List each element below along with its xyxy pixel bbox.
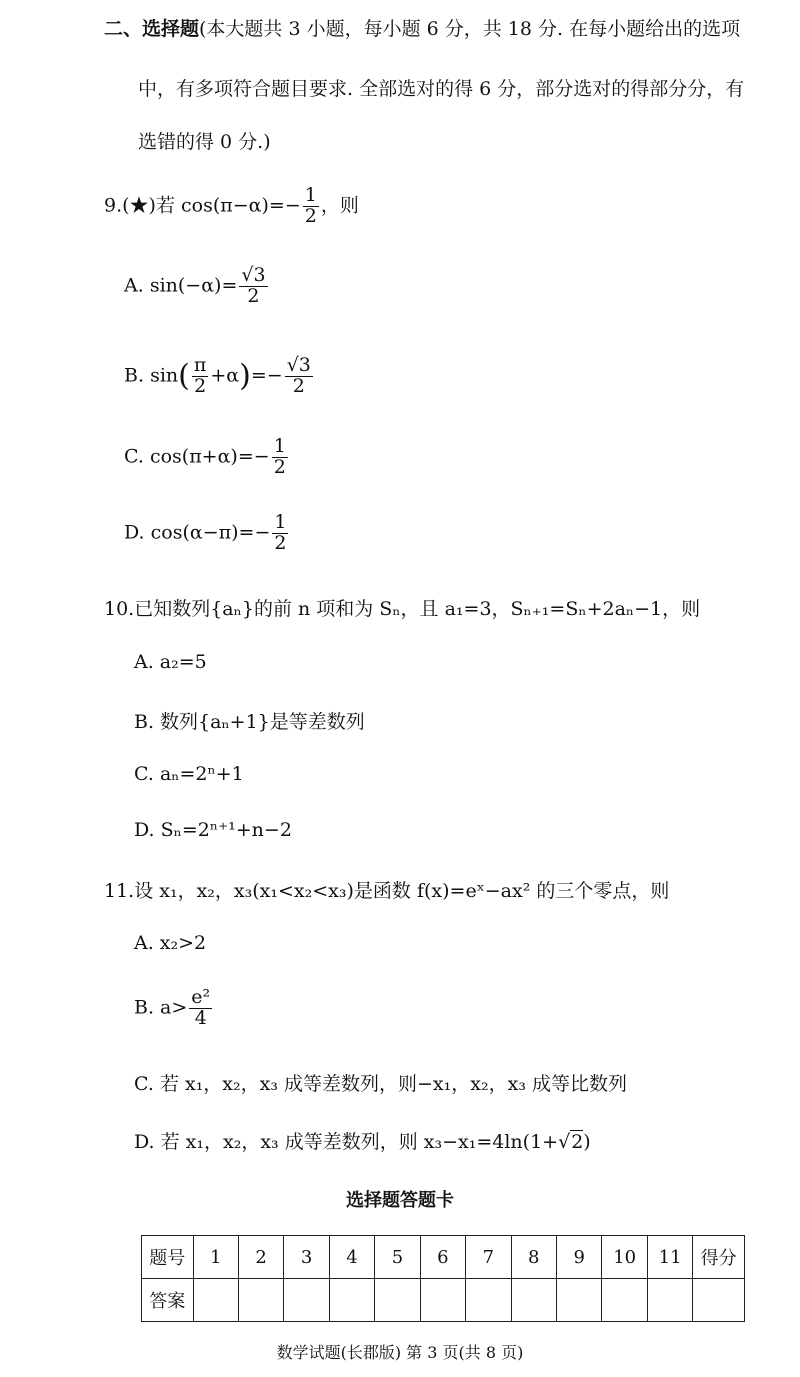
score-cell[interactable]: [693, 1279, 745, 1322]
fraction-numerator: √3: [286, 354, 311, 376]
question-number-cell: 4: [329, 1236, 374, 1279]
section-heading: 二、选择题: [104, 18, 200, 40]
answer-cell[interactable]: [238, 1279, 283, 1322]
option-inner-fraction: [192, 356, 209, 397]
table-row: [142, 1236, 745, 1279]
option-end: ): [583, 1131, 591, 1153]
q10-option-c: C. aₙ=2ⁿ+1: [134, 763, 244, 785]
answer-card-table: [141, 1235, 745, 1322]
question-10-stem: [104, 594, 700, 621]
question-number-cell: 5: [375, 1236, 420, 1279]
fraction-numerator: 1: [304, 184, 317, 206]
question-11-text: 设 x₁，x₂，x₃(x₁<x₂<x₃)是函数 f(x)=eˣ−ax² 的三个零点，则: [134, 880, 670, 902]
star-icon: (★): [122, 194, 156, 217]
question-number-cell: 10: [602, 1236, 647, 1279]
answer-cell[interactable]: [284, 1279, 329, 1322]
option-inner-text: +α: [210, 364, 240, 387]
option-text: sin: [150, 364, 179, 387]
option-text: D. 若 x₁，x₂，x₃ 成等差数列，则 x₃−x₁=4ln(1+: [134, 1131, 559, 1153]
fraction-denominator: 2: [247, 284, 260, 307]
sqrt-radicand: 2: [571, 1131, 584, 1153]
answer-card-title: 选择题答题卡: [346, 1190, 454, 1211]
answer-cell[interactable]: [647, 1279, 692, 1322]
option-text: cos(π+α)=−: [149, 445, 270, 468]
row-header-number: 题号: [142, 1236, 194, 1279]
answer-cell[interactable]: [511, 1279, 556, 1322]
option-fraction: [239, 266, 267, 307]
fraction-denominator: 2: [274, 531, 287, 554]
question-number-cell: 11: [647, 1236, 692, 1279]
answer-cell[interactable]: [420, 1279, 465, 1322]
fraction-numerator: √3: [241, 264, 266, 286]
option-label: D.: [124, 521, 145, 544]
answer-cell[interactable]: [193, 1279, 238, 1322]
fraction-numerator: π: [193, 354, 207, 376]
answer-cell[interactable]: [602, 1279, 647, 1322]
option-fraction: [285, 356, 313, 397]
table-row: [142, 1279, 745, 1322]
section-desc-2: 中，有多项符合题目要求. 全部选对的得 6 分，部分选对的得部分分，有: [138, 78, 745, 100]
row-header-answer: 答案: [142, 1279, 194, 1322]
section-header-line1: [104, 14, 740, 41]
question-number-cell: 1: [193, 1236, 238, 1279]
option-text: cos(α−π)=−: [150, 521, 271, 544]
option-fraction: [272, 513, 288, 554]
answer-cell[interactable]: [375, 1279, 420, 1322]
q9-option-b: B. sin( $\frac{\pi}{2}$ +α)=− $\frac{√3}{2}$: [124, 354, 311, 397]
fraction-denominator: 2: [194, 374, 207, 397]
q11-option-c: C. 若 x₁，x₂，x₃ 成等差数列，则−x₁，x₂，x₃ 成等比数列: [134, 1073, 627, 1095]
fraction-denominator: 4: [194, 1006, 207, 1029]
answer-cell[interactable]: [557, 1279, 602, 1322]
q9-option-c: [124, 437, 290, 478]
option-text: B. a>: [134, 996, 188, 1019]
question-10-text: 已知数列{aₙ}的前 n 项和为 Sₙ，且 a₁=3，Sₙ₊₁=Sₙ+2aₙ−1，则: [134, 598, 701, 620]
question-number-cell: 9: [557, 1236, 602, 1279]
question-number-cell: 3: [284, 1236, 329, 1279]
question-11-stem: [104, 876, 669, 903]
section-desc-1: (本大题共 3 小题，每小题 6 分，共 18 分. 在每小题给出的选项: [199, 18, 741, 40]
q9-stem-fraction: [303, 186, 319, 227]
fraction-denominator: 2: [304, 204, 317, 227]
q11-option-b: [134, 988, 214, 1029]
option-label: B.: [124, 364, 145, 387]
option-label: A.: [124, 274, 144, 297]
q9-stem-end: ，则: [320, 194, 359, 217]
score-header: 得分: [693, 1236, 745, 1279]
q9-stem-text: 若 cos(π−α)=−: [155, 194, 301, 217]
q11-option-d: D. 若 x₁，x₂，x₃ 成等差数列，则 x₃−x₁=4ln(1+√2): [134, 1131, 591, 1153]
option-label: C.: [124, 445, 144, 468]
question-number-cell: 6: [420, 1236, 465, 1279]
question-9-number: 9.: [104, 194, 123, 217]
q9-option-a: [124, 266, 270, 307]
option-text: sin(−α)=: [149, 274, 238, 297]
section-desc-3: 选错的得 0 分.): [138, 131, 271, 153]
fraction-numerator: 1: [274, 511, 287, 533]
page-footer: 数学试题(长郡版) 第 3 页(共 8 页): [276, 1343, 524, 1362]
question-number-cell: 8: [511, 1236, 556, 1279]
q11-option-a: A. x₂>2: [134, 932, 207, 954]
q10-option-a: A. a₂=5: [134, 651, 207, 673]
option-fraction: [272, 437, 288, 478]
option-equals: =−: [250, 364, 283, 387]
answer-cell[interactable]: [466, 1279, 511, 1322]
question-9-stem: [104, 186, 359, 227]
fraction-numerator: e²: [191, 986, 211, 1008]
fraction-denominator: 2: [292, 374, 305, 397]
fraction-denominator: 2: [273, 455, 286, 478]
q9-option-d: [124, 513, 290, 554]
question-number-cell: 7: [466, 1236, 511, 1279]
option-fraction: [189, 988, 212, 1029]
fraction-numerator: 1: [273, 435, 286, 457]
q10-option-d: D. Sₙ=2ⁿ⁺¹+n−2: [134, 819, 292, 841]
q10-option-b: B. 数列{aₙ+1}是等差数列: [134, 711, 365, 733]
answer-cell[interactable]: [329, 1279, 374, 1322]
question-10-number: 10.: [104, 598, 135, 620]
question-number-cell: 2: [238, 1236, 283, 1279]
question-11-number: 11.: [104, 880, 135, 902]
